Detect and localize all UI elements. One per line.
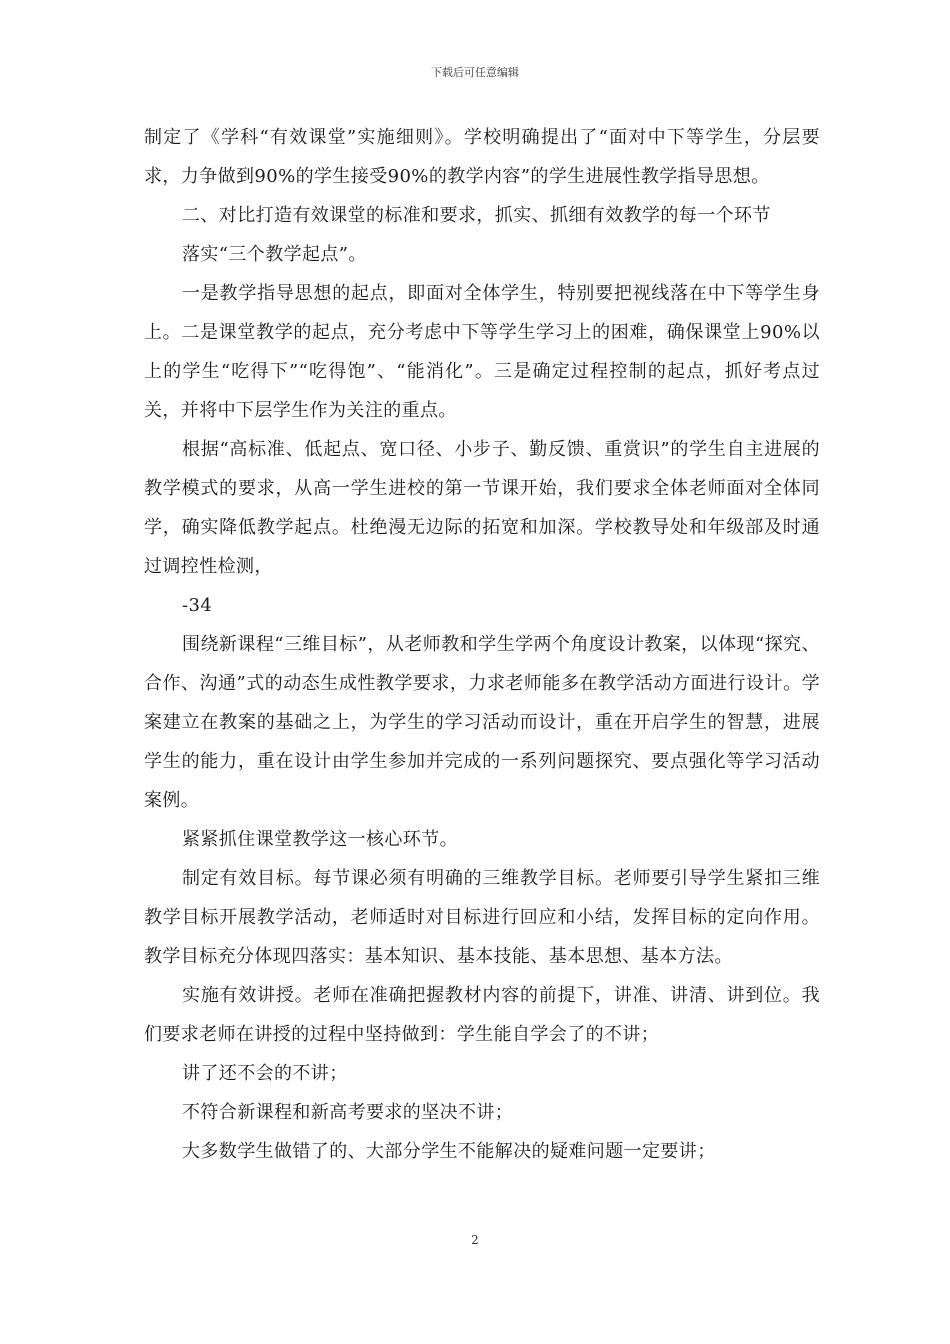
paragraph-4: 一是教学指导思想的起点，即面对全体学生，特别要把视线落在中下等学生身上。二是课堂教学的起点，充分考虑中下等学生学习上的困难，确保课堂上90%以上的学生“吃得下”“吃得饱”、“能消化”。三是确定过程控制的起点，抓好考点过关，并将中下层学生作为关注的重点。	[144, 283, 820, 421]
paragraph-12: 不符合新课程和新高考要求的坚决不讲；	[182, 1102, 514, 1123]
page-header: 下载后可任意编辑	[431, 66, 519, 79]
page-number: 2	[471, 1233, 479, 1247]
paragraph-9: 制定有效目标。每节课必须有明确的三维教学目标。老师要引导学生紧扣三维教学目标开展教学活动，老师适时对目标进行回应和小结，发挥目标的定向作用。教学目标充分体现四落实：基本知识、基本技能、基本思想、基本方法。	[144, 868, 820, 967]
paragraph-3: 落实“三个教学起点”。	[182, 244, 367, 265]
paragraph-5: 根据“高标准、低起点、宽口径、小步子、勤反馈、重赏识”的学生自主进展的教学模式的要求，从高一学生进校的第一节课开始，我们要求全体老师面对全体同学，确实降低教学起点。杜绝漫无边际的拓宽和加深。学校教导处和年级部及时通过调控性检测，	[144, 439, 820, 577]
paragraph-7: 围绕新课程“三维目标”，从老师教和学生学两个角度设计教案，以体现“探究、合作、沟通”式的动态生成性教学要求，力求老师能多在教学活动方面进行设计。学案建立在教案的基础之上，为学生的学习活动而设计，重在开启学生的智慧，进展学生的能力，重在设计由学生参加并完成的一系列问题探究、要点强化等学习活动案例。	[144, 634, 820, 811]
section-heading-2: 二、对比打造有效课堂的标准和要求，抓实、抓细有效教学的每一个环节	[182, 205, 771, 226]
paragraph-6: -34	[182, 595, 213, 616]
paragraph-10: 实施有效讲授。老师在准确把握教材内容的前提下，讲准、讲清、讲到位。我们要求老师在讲授的过程中坚持做到：学生能自学会了的不讲；	[144, 985, 820, 1045]
paragraph-13: 大多数学生做错了的、大部分学生不能解决的疑难问题一定要讲；	[182, 1141, 716, 1162]
paragraph-8: 紧紧抓住课堂教学这一核心环节。	[182, 829, 458, 850]
paragraph-11: 讲了还不会的不讲；	[182, 1063, 348, 1084]
document-body	[144, 118, 820, 1171]
paragraph-1: 制定了《学科“有效课堂”实施细则》。学校明确提出了“面对中下等学生，分层要求，力争做到90%的学生接受90%的教学内容”的学生进展性教学指导思想。	[144, 127, 820, 187]
